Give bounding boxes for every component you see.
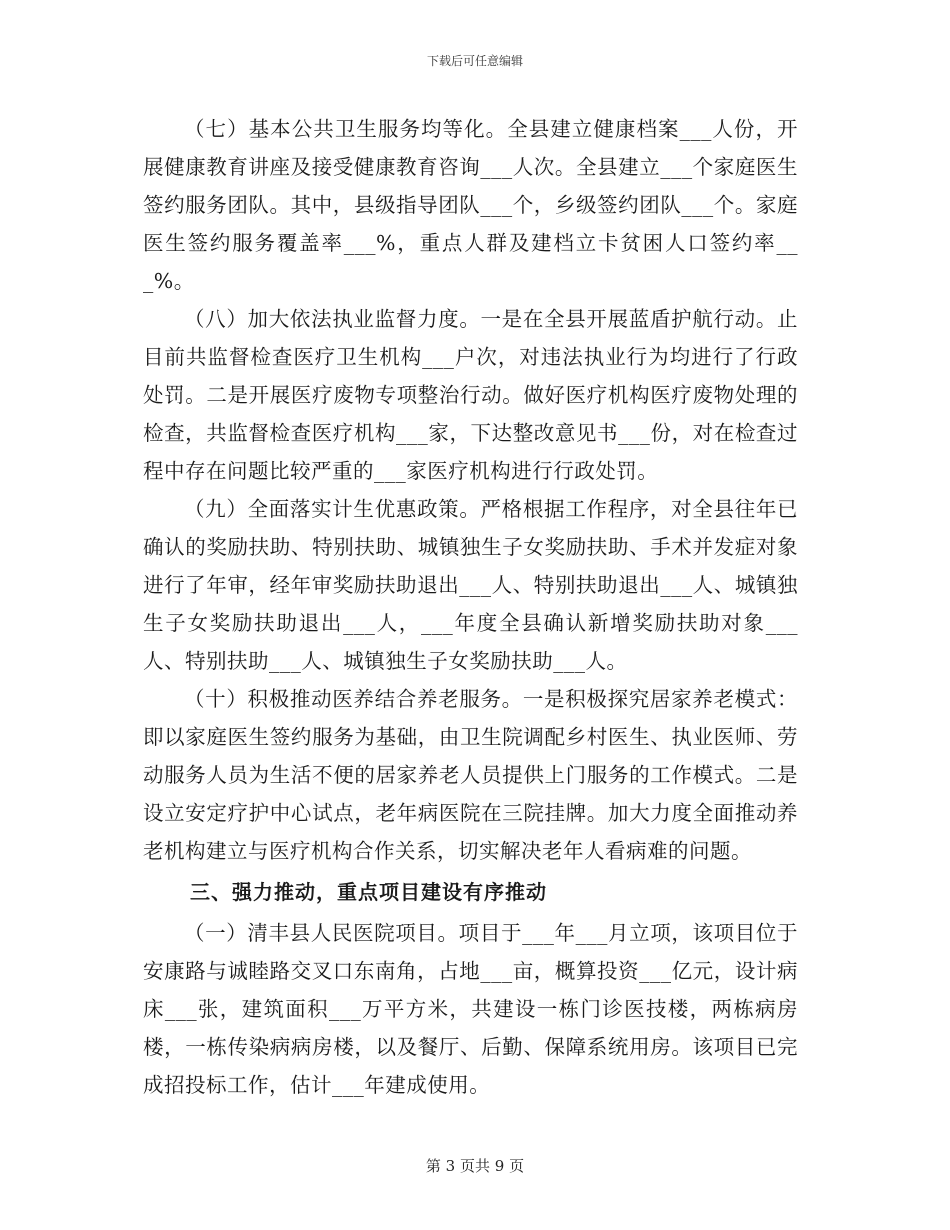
page-header: 下载后可任意编辑 bbox=[426, 54, 523, 68]
paragraph-family-planning: （九）全面落实计生优惠政策。严格根据工作程序，对全县往年已确认的奖励扶助、特别扶助、城镇独生子女奖励扶助、手术并发症对象进行了年审，经年审奖励扶助退出___人、特别扶助退出___人、城镇独生子女奖励扶助退出___人，___年度全县确认新增奖励扶助对象___人、特别扶助___人、城镇独生子女奖励扶助___人。 bbox=[143, 497, 798, 673]
document-body bbox=[143, 110, 798, 1104]
paragraph-basic-public-health: （七）基本公共卫生服务均等化。全县建立健康档案___人份，开展健康教育讲座及接受健康教育咨询___人次。全县建立___个家庭医生签约服务团队。其中，县级指导团队___个，乡级签约团队___个。家庭医生签约服务覆盖率___%，重点人群及建档立卡贫困人口签约率___%。 bbox=[143, 117, 798, 293]
page-number: 第 3 页共 9 页 bbox=[425, 1157, 525, 1175]
paragraph-elderly-care: （十）积极推动医养结合养老服务。一是积极探究居家养老模式：即以家庭医生签约服务为基础，由卫生院调配乡村医生、执业医师、劳动服务人员为生活不便的居家养老人员提供上门服务的工作模式。二是设立安定疗护中心试点，老年病医院在三院挂牌。加大力度全面推动养老机构建立与医疗机构合作关系，切实解决老年人看病难的问题。 bbox=[143, 687, 798, 863]
paragraph-supervision: （八）加大依法执业监督力度。一是在全县开展蓝盾护航行动。止目前共监督检查医疗卫生机构___户次，对违法执业行为均进行了行政处罚。二是开展医疗废物专项整治行动。做好医疗机构医疗废物处理的检查，共监督检查医疗机构___家，下达整改意见书___份，对在检查过程中存在问题比较严重的___家医疗机构进行行政处罚。 bbox=[143, 307, 798, 483]
section-heading: 三、强力推动，重点项目建设有序推动 bbox=[190, 880, 547, 904]
paragraph-hospital-project: （一）清丰县人民医院项目。项目于___年___月立项，该项目位于安康路与诚睦路交叉口东南角，占地___亩，概算投资___亿元，设计病床___张，建筑面积___万平方米，共建设一栋门诊医技楼，两栋病房楼，一栋传染病病房楼，以及餐厅、后勤、保障系统用房。该项目已完成招投标工作，估计___年建成使用。 bbox=[143, 921, 798, 1097]
